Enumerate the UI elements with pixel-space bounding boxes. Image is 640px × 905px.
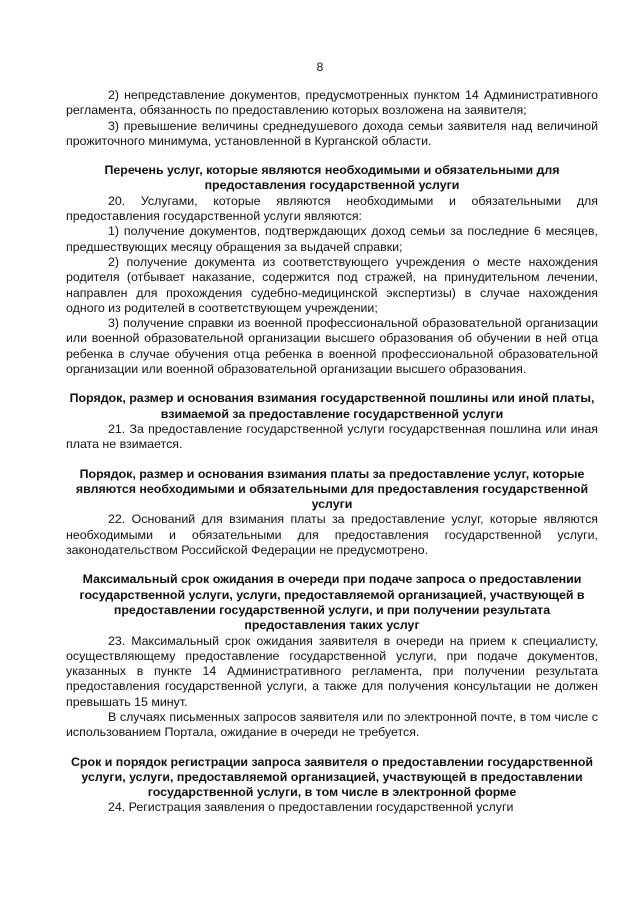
paragraph-23: 23. Максимальный срок ожидания заявителя в очереди на прием к специалисту, осуществляющему предоставление государственной услуги, при подаче документов, указанных в пункте 14 Административного регламента, при получении результата предоставления государственной услуги, а также для получения консультации не должен превышать 15 минут.	[66, 633, 598, 709]
paragraph-item-3: 3) превышение величины среднедушевого дохода семьи заявителя над величиной прожиточного минимума, установленной в Курганской области.	[66, 118, 598, 148]
paragraph-20-item-1: 1) получение документов, подтверждающих доход семьи за последние 6 месяцев, предшествующих месяцу обращения за выдачей справки;	[66, 224, 598, 254]
document-body	[66, 88, 598, 816]
section-heading-duty: Порядок, размер и основания взимания государственной пошлины или иной платы, взимаемой за предоставление государственной услуги	[69, 391, 595, 421]
paragraph-21: 21. За предоставление государственной услуги государственная пошлина или иная плата не взимается.	[66, 421, 598, 452]
paragraph-20-item-2: 2) получение документа из соответствующего учреждения о месте нахождения родителя (отбывает наказание, содержится под стражей, на принудительном лечении, направлен для прохождения судебно-медицинской экспертизы) в случае нахождения одного из родителей в соответствующем учреждении;	[66, 254, 598, 315]
section-heading-services: Перечень услуг, которые являются необходимыми и обязательными для предоставления государственной услуги	[104, 163, 560, 193]
paragraph-item-2: 2) непредставление документов, предусмотренных пунктом 14 Административного регламента, обязанность по предоставлению которых возложена на заявителя;	[66, 88, 598, 118]
paragraph-23-cont: В случаях письменных запросов заявителя или по электронной почте, в том числе с использованием Портала, ожидание в очереди не требуется.	[66, 709, 598, 740]
paragraph-20-item-3: 3) получение справки из военной профессиональной образовательной организации или военной образовательной организации высшего образования об обучении в ней отца ребенка в случае обучения отца ребенка в военной профессиональной образовательной организации или военной образовательной организации высшего образования.	[66, 316, 598, 377]
section-heading-registration: Срок и порядок регистрации запроса заявителя о предоставлении государственной услуги, услуги, предоставляемой организацией, участвующей в предоставлении государственной услуги, в том числе в электронной форме	[70, 754, 594, 800]
paragraph-22: 22. Оснований для взимания платы за предоставление услуг, которые являются необходимыми и обязательными для предоставления государственной услуги, законодательством Российской Федерации не предусмотрено.	[66, 512, 598, 558]
paragraph-20: 20. Услугами, которые являются необходимыми и обязательными для предоставления государственной услуги являются:	[66, 193, 598, 224]
paragraph-24: 24. Регистрация заявления о предоставлении государственной услуги	[108, 800, 514, 815]
section-heading-queue: Максимальный срок ожидания в очереди при подаче запроса о предоставлении государственной услуги, услуги, предоставляемой организацией, участвующей в предоставлении государственной услуги, и при получении результата предоставления таких услуг	[79, 572, 585, 633]
page-number: 8	[316, 60, 324, 74]
section-heading-fees: Порядок, размер и основания взимания платы за предоставление услуг, которые являются необходимыми и обязательными для предоставления государственной услуги	[75, 466, 589, 512]
